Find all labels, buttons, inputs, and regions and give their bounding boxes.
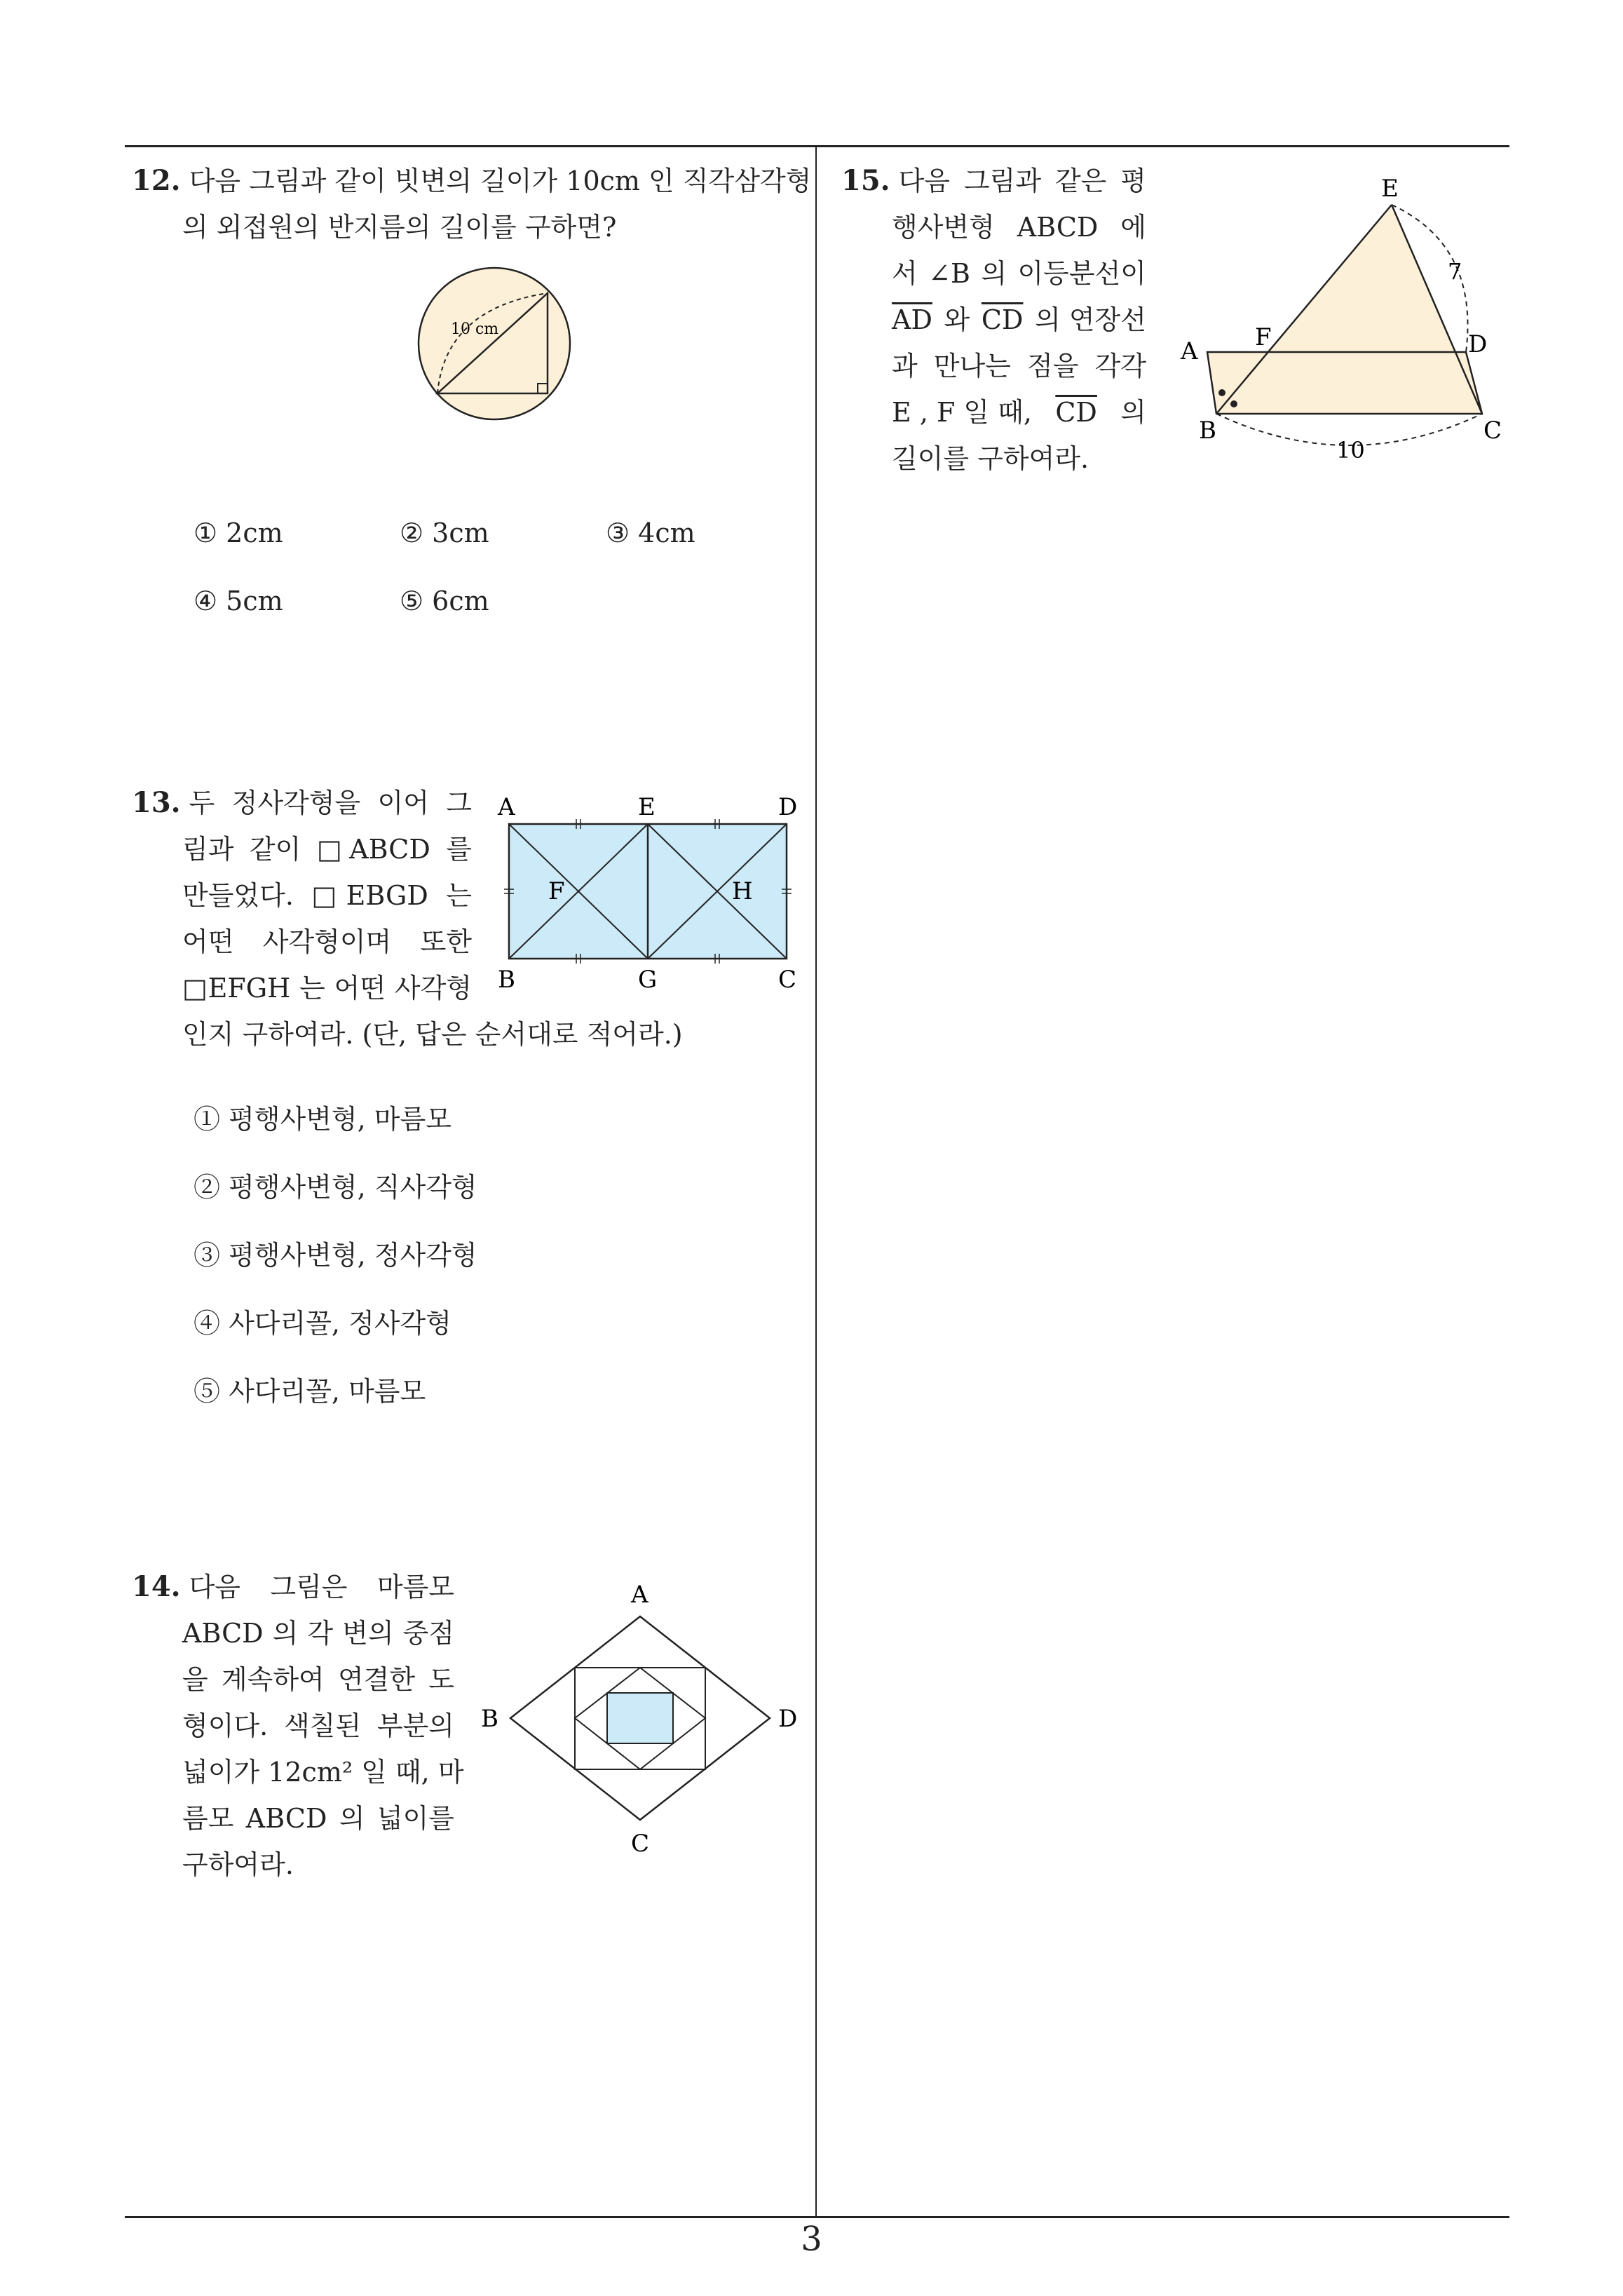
q14-label-b: B xyxy=(481,1705,498,1733)
q12-option-3[interactable]: ③ 4cm xyxy=(606,518,695,548)
q12-option-5[interactable]: ⑤ 6cm xyxy=(400,586,489,616)
q15-number: 15. xyxy=(841,164,890,197)
q15-angle-dot-1 xyxy=(1218,389,1225,396)
q13-option-4[interactable]: ④ 사다리꼴, 정사각형 xyxy=(193,1308,451,1339)
q15-label-c: C xyxy=(1483,417,1502,445)
q15-text-4a: 와 xyxy=(944,304,970,335)
q12-figure xyxy=(403,266,585,421)
q15-segment-ad: $\overline{AD}$ xyxy=(892,304,932,335)
top-rule xyxy=(125,145,1509,147)
question-14 xyxy=(132,1564,464,1888)
q13-text-2: 림과 같이 □ABCD 를 xyxy=(182,834,472,865)
q15-label-a: A xyxy=(1181,337,1198,365)
q12-text-2: 의 외접원의 반지름의 길이를 구하면? xyxy=(182,212,617,243)
page-number: 3 xyxy=(801,2220,822,2259)
q15-segment-cd-2: $\overline{CD}$ xyxy=(1055,397,1097,428)
q15-line1 xyxy=(841,158,1146,204)
q14-figure xyxy=(477,1574,813,1869)
q15-line4 xyxy=(841,297,1146,343)
q15-text-5: 과 만나는 점을 각각 xyxy=(892,351,1146,381)
q15-label-b: B xyxy=(1199,417,1216,445)
q13-label-h: H xyxy=(732,877,753,905)
q15-text-4b: 의 연장선 xyxy=(1035,304,1146,335)
q13-label-d: D xyxy=(778,793,798,821)
q13-label-f: F xyxy=(548,877,565,905)
q15-figure xyxy=(1171,168,1507,477)
q15-text-1: 다음 그림과 같은 평 xyxy=(898,166,1146,196)
q15-label-d: D xyxy=(1468,330,1488,358)
q13-text-3: 만들었다. □EBGD 는 xyxy=(182,880,472,911)
q15-text-6b: 의 xyxy=(1120,397,1146,428)
q15-text-6a: E , F 일 때, xyxy=(892,397,1032,428)
bottom-rule xyxy=(125,2216,1509,2218)
q14-label-a: A xyxy=(631,1581,648,1609)
q14-text-6: 름모 ABCD 의 넓이를 xyxy=(182,1803,454,1834)
q12-option-4[interactable]: ④ 5cm xyxy=(193,586,283,616)
q15-angle-dot-2 xyxy=(1230,400,1237,407)
column-divider xyxy=(815,145,817,2217)
q14-line1 xyxy=(132,1564,454,1610)
q12-option-2[interactable]: ② 3cm xyxy=(400,518,489,548)
q15-label-10: 10 xyxy=(1336,437,1365,464)
q12-number: 12. xyxy=(132,164,181,197)
q13-label-c: C xyxy=(778,966,797,994)
q15-label-f: F xyxy=(1255,323,1272,351)
q15-segment-cd: $\overline{CD}$ xyxy=(981,304,1024,335)
q14-number: 14. xyxy=(132,1570,181,1603)
q15-parallelogram-abcd xyxy=(1207,352,1482,414)
q13-option-1[interactable]: ① 평행사변형, 마름모 xyxy=(193,1104,451,1135)
q13-figure xyxy=(491,789,813,999)
question-12 xyxy=(132,158,812,250)
q12-text-1: 다음 그림과 같이 빗변의 길이가 10cm 인 직각삼각형 xyxy=(189,166,812,196)
q13-label-g: G xyxy=(638,966,658,994)
q13-line1 xyxy=(132,780,472,826)
q13-option-2[interactable]: ② 평행사변형, 직사각형 xyxy=(193,1172,477,1203)
q15-text-7: 길이를 구하여라. xyxy=(892,443,1089,474)
q13-text-1: 두 정사각형을 이어 그 xyxy=(189,788,472,818)
q15-text-2: 행사변형 ABCD 에 xyxy=(892,212,1146,243)
q15-label-7: 7 xyxy=(1448,258,1462,285)
q14-text-1: 다음 그림은 마름모 xyxy=(189,1572,454,1602)
q13-text-6: 인지 구하여라. (단, 답은 순서대로 적어라.) xyxy=(182,1019,683,1050)
q15-line6 xyxy=(841,389,1146,435)
q13-label-a: A xyxy=(498,793,515,821)
q12-option-1[interactable]: ① 2cm xyxy=(193,518,283,548)
q14-text-5: 넓이가 12cm² 일 때, 마 xyxy=(182,1757,464,1788)
q15-label-e: E xyxy=(1381,175,1399,203)
q13-label-e: E xyxy=(638,793,656,821)
q14-label-d: D xyxy=(778,1705,798,1733)
q15-text-3: 서 ∠B 의 이등분선이 xyxy=(892,258,1146,289)
q14-label-c: C xyxy=(631,1830,650,1858)
q13-number: 13. xyxy=(132,786,181,819)
q14-text-3: 을 계속하여 연결한 도 xyxy=(182,1664,454,1695)
q13-option-5[interactable]: ⑤ 사다리꼴, 마름모 xyxy=(193,1376,426,1407)
q13-text-4: 어떤 사각형이며 또한 xyxy=(182,926,472,957)
q12-label-10cm: 10 cm xyxy=(451,320,499,338)
q13-label-b: B xyxy=(498,966,515,994)
q14-text-2: ABCD 의 각 변의 중점 xyxy=(182,1618,454,1649)
q12-line1 xyxy=(132,158,812,204)
q14-text-4: 형이다. 색칠된 부분의 xyxy=(182,1710,454,1741)
q14-text-7: 구하여라. xyxy=(182,1849,294,1880)
q13-text-5: □EFGH 는 어떤 사각형 xyxy=(182,973,472,1004)
question-15 xyxy=(841,158,1146,482)
q14-shaded-rect xyxy=(607,1693,673,1743)
q13-option-3[interactable]: ③ 평행사변형, 정사각형 xyxy=(193,1240,477,1271)
